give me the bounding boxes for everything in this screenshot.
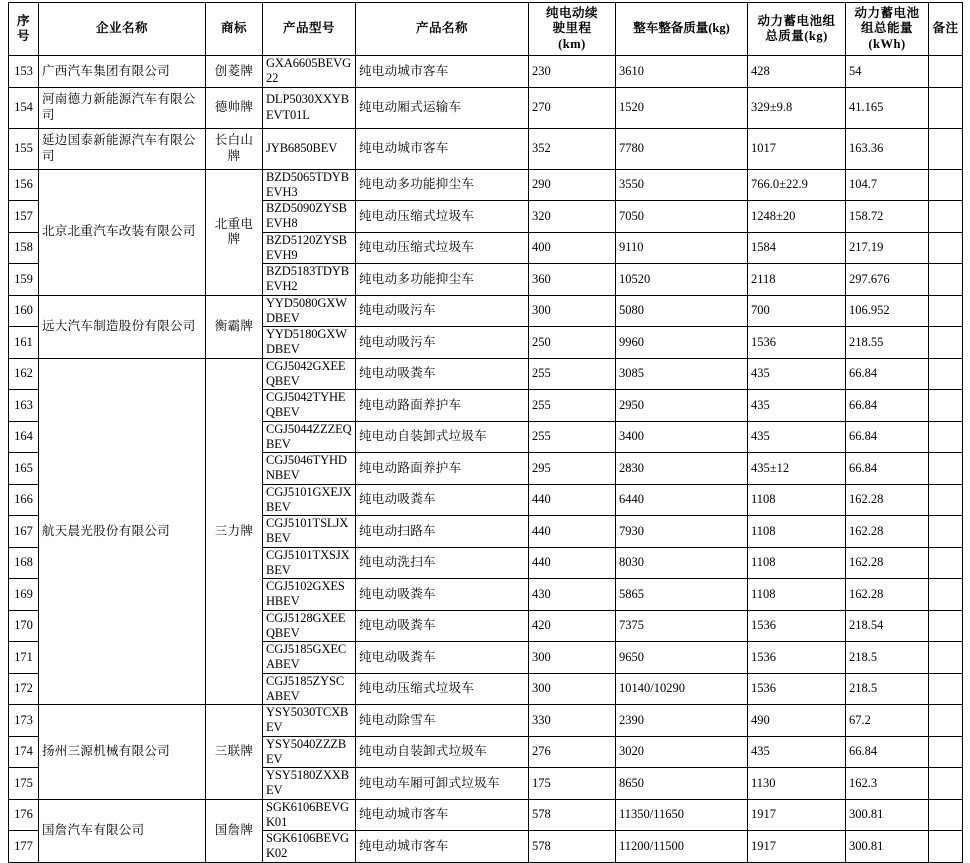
cell-range: 320	[529, 201, 616, 233]
cell-remark	[929, 642, 963, 674]
battery-energy-header-line-2: 组总能量	[860, 21, 913, 36]
cell-model: CGJ5102GXESHBEV	[263, 579, 356, 611]
table-row	[9, 799, 963, 831]
cell-product-name: 纯电动城市客车	[356, 799, 529, 831]
cell-range: 255	[529, 421, 616, 453]
cell-model: BZD5090ZYSBEVH8	[263, 201, 356, 233]
cell-battery-energy: 218.5	[846, 673, 929, 705]
cell-curb-mass: 3085	[616, 358, 748, 390]
cell-model: YSY5180ZXXBEV	[263, 768, 356, 800]
cell-model: YSY5040ZZZBEV	[263, 736, 356, 768]
cell-battery-mass: 1108	[748, 579, 846, 611]
cell-battery-energy: 66.84	[846, 358, 929, 390]
cell-model: CGJ5101GXEJXBEV	[263, 484, 356, 516]
cell-battery-energy: 54	[846, 56, 929, 88]
table-row	[9, 705, 963, 737]
cell-battery-mass: 435±12	[748, 453, 846, 485]
cell-company: 国詹汽车有限公司	[39, 799, 206, 862]
cell-battery-energy: 218.55	[846, 327, 929, 359]
cell-remark	[929, 264, 963, 296]
cell-product-name: 纯电动洗扫车	[356, 547, 529, 579]
cell-curb-mass: 7375	[616, 610, 748, 642]
cell-battery-energy: 162.28	[846, 516, 929, 548]
cell-curb-mass: 2830	[616, 453, 748, 485]
cell-index: 155	[9, 128, 39, 169]
cell-index: 174	[9, 736, 39, 768]
cell-battery-mass: 1108	[748, 516, 846, 548]
cell-curb-mass: 7780	[616, 128, 748, 169]
cell-remark	[929, 579, 963, 611]
cell-model: YYD5080GXWDBEV	[263, 295, 356, 327]
cell-battery-mass: 1584	[748, 232, 846, 264]
cell-model: YSY5030TCXBEV	[263, 705, 356, 737]
cell-remark	[929, 295, 963, 327]
cell-remark	[929, 768, 963, 800]
cell-index: 162	[9, 358, 39, 390]
cell-index: 163	[9, 390, 39, 422]
cell-index: 164	[9, 421, 39, 453]
cell-model: SGK6106BEVGK01	[263, 799, 356, 831]
column-header-battery-mass	[748, 3, 846, 56]
cell-product-name: 纯电动吸污车	[356, 327, 529, 359]
cell-range: 250	[529, 327, 616, 359]
cell-index: 172	[9, 673, 39, 705]
cell-battery-energy: 218.5	[846, 642, 929, 674]
column-header-battery-energy	[846, 3, 929, 56]
cell-model: DLP5030XXYBEVT01L	[263, 87, 356, 128]
cell-model: CGJ5128GXEEQBEV	[263, 610, 356, 642]
cell-model: CGJ5101TSLJXBEV	[263, 516, 356, 548]
cell-remark	[929, 421, 963, 453]
cell-battery-mass: 1536	[748, 327, 846, 359]
column-header-remark: 备注	[929, 3, 963, 56]
cell-index: 161	[9, 327, 39, 359]
cell-battery-mass: 490	[748, 705, 846, 737]
cell-battery-mass: 435	[748, 390, 846, 422]
cell-battery-energy: 67.2	[846, 705, 929, 737]
cell-product-name: 纯电动城市客车	[356, 831, 529, 863]
cell-curb-mass: 11350/11650	[616, 799, 748, 831]
cell-index: 158	[9, 232, 39, 264]
cell-range: 440	[529, 484, 616, 516]
cell-index: 169	[9, 579, 39, 611]
cell-battery-energy: 66.84	[846, 421, 929, 453]
cell-battery-energy: 162.3	[846, 768, 929, 800]
cell-battery-energy: 104.7	[846, 169, 929, 201]
cell-company: 远大汽车制造股份有限公司	[39, 295, 206, 358]
table-body	[9, 56, 963, 863]
cell-model: GXA6605BEVG22	[263, 56, 356, 88]
column-header-brand: 商标	[206, 3, 263, 56]
cell-battery-mass: 700	[748, 295, 846, 327]
cell-battery-mass: 1248±20	[748, 201, 846, 233]
cell-company: 广西汽车集团有限公司	[39, 56, 206, 88]
column-header-curb-mass: 整车整备质量(kg)	[616, 3, 748, 56]
column-header-product-name: 产品名称	[356, 3, 529, 56]
cell-model: JYB6850BEV	[263, 128, 356, 169]
cell-product-name: 纯电动吸污车	[356, 295, 529, 327]
cell-product-name: 纯电动吸粪车	[356, 358, 529, 390]
cell-remark	[929, 610, 963, 642]
cell-index: 167	[9, 516, 39, 548]
cell-range: 352	[529, 128, 616, 169]
cell-range: 440	[529, 547, 616, 579]
cell-battery-mass: 1536	[748, 673, 846, 705]
cell-curb-mass: 6440	[616, 484, 748, 516]
cell-battery-energy: 300.81	[846, 799, 929, 831]
cell-model: YYD5180GXWDBEV	[263, 327, 356, 359]
cell-battery-energy: 300.81	[846, 831, 929, 863]
cell-remark	[929, 799, 963, 831]
table-row	[9, 56, 963, 88]
cell-product-name: 纯电动压缩式垃圾车	[356, 673, 529, 705]
cell-product-name: 纯电动吸粪车	[356, 610, 529, 642]
cell-curb-mass: 7050	[616, 201, 748, 233]
cell-brand: 三力牌	[206, 358, 263, 705]
cell-curb-mass: 10140/10290	[616, 673, 748, 705]
cell-curb-mass: 11200/11500	[616, 831, 748, 863]
cell-battery-mass: 428	[748, 56, 846, 88]
cell-battery-mass: 1108	[748, 547, 846, 579]
cell-range: 300	[529, 642, 616, 674]
cell-curb-mass: 8650	[616, 768, 748, 800]
cell-product-name: 纯电动路面养护车	[356, 453, 529, 485]
cell-battery-energy: 297.676	[846, 264, 929, 296]
cell-curb-mass: 3610	[616, 56, 748, 88]
cell-brand: 三联牌	[206, 705, 263, 800]
cell-model: BZD5065TDYBEVH3	[263, 169, 356, 201]
cell-index: 168	[9, 547, 39, 579]
cell-battery-mass: 435	[748, 421, 846, 453]
cell-product-name: 纯电动多功能抑尘车	[356, 169, 529, 201]
cell-product-name: 纯电动自装卸式垃圾车	[356, 421, 529, 453]
cell-battery-mass: 329±9.8	[748, 87, 846, 128]
cell-curb-mass: 3020	[616, 736, 748, 768]
cell-index: 171	[9, 642, 39, 674]
cell-product-name: 纯电动压缩式垃圾车	[356, 232, 529, 264]
cell-model: CGJ5042TYHEQBEV	[263, 390, 356, 422]
cell-battery-mass: 1917	[748, 799, 846, 831]
range-header-line-3: (km)	[558, 36, 586, 51]
cell-range: 430	[529, 579, 616, 611]
cell-range: 276	[529, 736, 616, 768]
cell-model: CGJ5042GXEEQBEV	[263, 358, 356, 390]
cell-index: 175	[9, 768, 39, 800]
cell-range: 578	[529, 799, 616, 831]
cell-battery-mass: 435	[748, 358, 846, 390]
cell-index: 166	[9, 484, 39, 516]
cell-index: 177	[9, 831, 39, 863]
cell-battery-mass: 766.0±22.9	[748, 169, 846, 201]
cell-model: SGK6106BEVGK02	[263, 831, 356, 863]
cell-remark	[929, 673, 963, 705]
cell-remark	[929, 232, 963, 264]
cell-remark	[929, 56, 963, 88]
cell-range: 440	[529, 516, 616, 548]
table-row	[9, 87, 963, 128]
cell-index: 176	[9, 799, 39, 831]
cell-model: CGJ5101TXSJXBEV	[263, 547, 356, 579]
cell-curb-mass: 3550	[616, 169, 748, 201]
cell-remark	[929, 128, 963, 169]
cell-battery-energy: 218.54	[846, 610, 929, 642]
cell-index: 153	[9, 56, 39, 88]
cell-index: 170	[9, 610, 39, 642]
cell-remark	[929, 736, 963, 768]
table-row	[9, 128, 963, 169]
cell-remark	[929, 831, 963, 863]
column-header-company: 企业名称	[39, 3, 206, 56]
table-header	[9, 3, 963, 56]
cell-product-name: 纯电动吸粪车	[356, 484, 529, 516]
cell-range: 255	[529, 390, 616, 422]
cell-battery-mass: 1017	[748, 128, 846, 169]
column-header-index: 序号	[9, 3, 39, 56]
cell-index: 154	[9, 87, 39, 128]
cell-curb-mass: 10520	[616, 264, 748, 296]
battery-energy-header-line-1: 动力蓄电池	[854, 6, 920, 21]
cell-product-name: 纯电动吸粪车	[356, 579, 529, 611]
cell-model: BZD5120ZYSBEVH9	[263, 232, 356, 264]
cell-curb-mass: 5865	[616, 579, 748, 611]
cell-model: CGJ5044ZZZEQBEV	[263, 421, 356, 453]
cell-model: BZD5183TDYBEVH2	[263, 264, 356, 296]
cell-product-name: 纯电动路面养护车	[356, 390, 529, 422]
cell-remark	[929, 484, 963, 516]
cell-range: 330	[529, 705, 616, 737]
cell-remark	[929, 201, 963, 233]
cell-battery-mass: 1536	[748, 610, 846, 642]
cell-curb-mass: 5080	[616, 295, 748, 327]
cell-model: CGJ5185GXECABEV	[263, 642, 356, 674]
cell-remark	[929, 516, 963, 548]
cell-battery-mass: 1130	[748, 768, 846, 800]
cell-curb-mass: 9650	[616, 642, 748, 674]
battery-energy-header-line-3: (kWh)	[868, 36, 906, 51]
cell-range: 175	[529, 768, 616, 800]
battery-mass-header-line-2: 总质量(kg)	[765, 29, 828, 43]
cell-brand: 创菱牌	[206, 56, 263, 88]
cell-index: 173	[9, 705, 39, 737]
cell-product-name: 纯电动厢式运输车	[356, 87, 529, 128]
cell-battery-mass: 1108	[748, 484, 846, 516]
table-row	[9, 358, 963, 390]
cell-curb-mass: 9960	[616, 327, 748, 359]
cell-battery-energy: 162.28	[846, 547, 929, 579]
cell-battery-energy: 66.84	[846, 453, 929, 485]
header-row	[9, 3, 963, 56]
cell-remark	[929, 390, 963, 422]
vehicle-catalog-table	[8, 2, 963, 863]
cell-company: 扬州三源机械有限公司	[39, 705, 206, 800]
cell-range: 420	[529, 610, 616, 642]
range-header-line-2: 驶里程	[552, 21, 592, 36]
cell-range: 255	[529, 358, 616, 390]
battery-mass-header-line-1: 动力蓄电池组	[757, 13, 836, 28]
cell-remark	[929, 705, 963, 737]
cell-battery-mass: 435	[748, 736, 846, 768]
cell-product-name: 纯电动扫路车	[356, 516, 529, 548]
cell-range: 360	[529, 264, 616, 296]
cell-product-name: 纯电动城市客车	[356, 128, 529, 169]
cell-battery-energy: 163.36	[846, 128, 929, 169]
cell-brand: 长白山牌	[206, 128, 263, 169]
cell-curb-mass: 3400	[616, 421, 748, 453]
cell-remark	[929, 547, 963, 579]
table-row	[9, 295, 963, 327]
cell-product-name: 纯电动城市客车	[356, 56, 529, 88]
cell-brand: 衡霸牌	[206, 295, 263, 358]
cell-model: CGJ5046TYHDNBEV	[263, 453, 356, 485]
cell-battery-energy: 158.72	[846, 201, 929, 233]
cell-remark	[929, 327, 963, 359]
cell-product-name: 纯电动压缩式垃圾车	[356, 201, 529, 233]
cell-company: 航天晨光股份有限公司	[39, 358, 206, 705]
cell-company: 延边国泰新能源汽车有限公司	[39, 128, 206, 169]
cell-battery-energy: 41.165	[846, 87, 929, 128]
cell-company: 北京北重汽车改装有限公司	[39, 169, 206, 295]
cell-brand: 北重电牌	[206, 169, 263, 295]
cell-battery-energy: 162.28	[846, 579, 929, 611]
cell-curb-mass: 2390	[616, 705, 748, 737]
cell-remark	[929, 358, 963, 390]
column-header-range	[529, 3, 616, 56]
cell-range: 270	[529, 87, 616, 128]
cell-index: 160	[9, 295, 39, 327]
cell-curb-mass: 1520	[616, 87, 748, 128]
cell-battery-energy: 217.19	[846, 232, 929, 264]
range-header-line-1: 纯电动续	[545, 6, 598, 21]
cell-index: 165	[9, 453, 39, 485]
cell-range: 230	[529, 56, 616, 88]
cell-index: 159	[9, 264, 39, 296]
cell-index: 157	[9, 201, 39, 233]
cell-product-name: 纯电动多功能抑尘车	[356, 264, 529, 296]
cell-index: 156	[9, 169, 39, 201]
cell-battery-energy: 66.84	[846, 390, 929, 422]
cell-product-name: 纯电动车厢可卸式垃圾车	[356, 768, 529, 800]
cell-curb-mass: 7930	[616, 516, 748, 548]
cell-battery-mass: 2118	[748, 264, 846, 296]
cell-range: 290	[529, 169, 616, 201]
cell-battery-energy: 66.84	[846, 736, 929, 768]
cell-product-name: 纯电动吸粪车	[356, 642, 529, 674]
cell-model: CGJ5185ZYSCABEV	[263, 673, 356, 705]
cell-range: 578	[529, 831, 616, 863]
cell-range: 295	[529, 453, 616, 485]
cell-battery-mass: 1917	[748, 831, 846, 863]
cell-curb-mass: 9110	[616, 232, 748, 264]
cell-battery-energy: 162.28	[846, 484, 929, 516]
cell-battery-mass: 1536	[748, 642, 846, 674]
cell-brand: 德帅牌	[206, 87, 263, 128]
cell-curb-mass: 2950	[616, 390, 748, 422]
cell-range: 300	[529, 295, 616, 327]
column-header-model: 产品型号	[263, 3, 356, 56]
cell-company: 河南德力新能源汽车有限公司	[39, 87, 206, 128]
cell-range: 300	[529, 673, 616, 705]
spreadsheet-sheet	[0, 2, 970, 861]
cell-remark	[929, 87, 963, 128]
cell-remark	[929, 169, 963, 201]
cell-brand: 国詹牌	[206, 799, 263, 862]
cell-remark	[929, 453, 963, 485]
cell-battery-energy: 106.952	[846, 295, 929, 327]
cell-curb-mass: 8030	[616, 547, 748, 579]
cell-product-name: 纯电动除雪车	[356, 705, 529, 737]
cell-product-name: 纯电动自装卸式垃圾车	[356, 736, 529, 768]
cell-range: 400	[529, 232, 616, 264]
table-row	[9, 169, 963, 201]
